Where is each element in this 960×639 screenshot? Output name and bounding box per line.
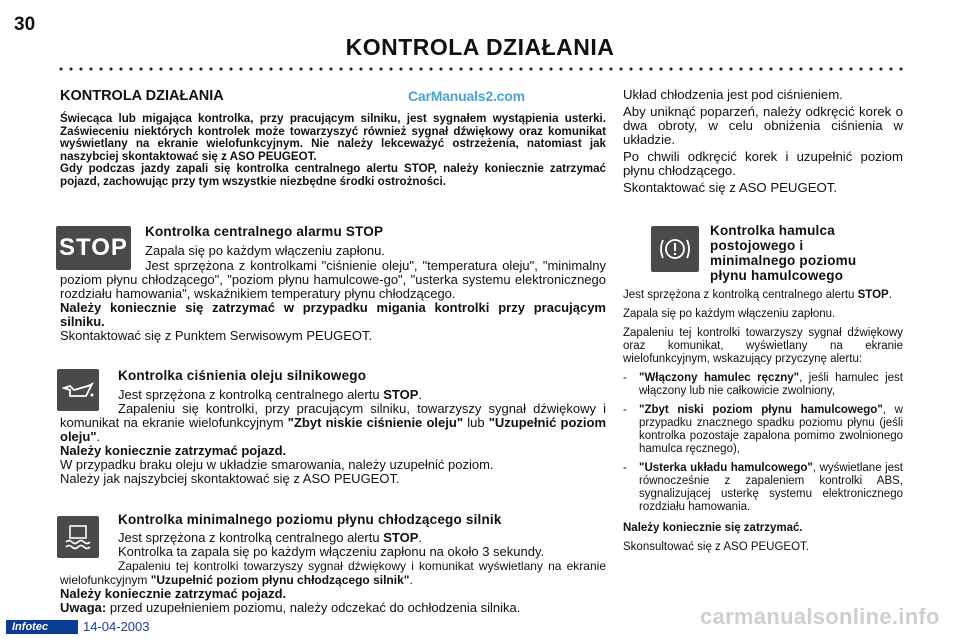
oil-line-1: Jest sprzężona z kontrolką centralnego alertu STOP. [118,387,422,402]
brake-title: Kontrolka hamulca postojowego i minimalnego poziomu płynu hamulcowego [710,223,857,283]
brake-contact: Skonsultować się z ASO PEUGEOT. [623,541,809,553]
right-paragraph-2: Aby uniknąć poparzeń, należy odkręcić korek o dwa obroty, w celu obniżenia ciśnienia w układzie. [623,104,903,147]
section-title: KONTROLA DZIAŁANIA [60,88,224,104]
intro-paragraph-2: Gdy podczas jazdy zapali się kontrolka centralnego alertu STOP, należy koniecznie zatrzymać pojazd, zachowując przy tym wszystkie niezbędne środki ostrożności. [60,162,606,188]
oil-line-4: Należy jak najszybciej skontaktować się z ASO PEUGEOT. [60,471,400,486]
right-paragraph-1: Układ chłodzenia jest pod ciśnieniem. [623,87,843,102]
coolant-continued [623,88,903,198]
brake-paragraph-3: Zapaleniu tej kontrolki towarzyszy sygnał dźwiękowy oraz komunikat, wyświetlany na ekranie wielofunkcyjnym, wskazujący przyczynę alertu: [623,327,903,365]
brake-warning-icon [651,226,699,272]
coolant-line-3: Zapaleniu tej kontrolki towarzyszy sygnał dźwiękowy i komunikat wyświetlany na ekranie wielofunkcyjnym "Uzupełnić poziom płynu chłodzącego silnik". [60,559,606,587]
infotec-badge: Infotec [6,620,78,634]
oil-title: Kontrolka ciśnienia oleju silnikowego [118,368,367,383]
oil-line-3: W przypadku braku oleju w układzie smarowania, należy uzupełnić poziom. [60,457,494,472]
brake-warning: Należy koniecznie się zatrzymać. [623,522,803,534]
watermark-logo: CarManuals2.com [408,88,525,104]
stop-block [60,259,606,343]
intro-text [60,113,606,189]
coolant-title: Kontrolka minimalnego poziomu płynu chłodzącego silnik [118,512,502,527]
oil-warning: Należy koniecznie zatrzymać pojazd. [60,443,287,458]
brake-list-item-3: - "Usterka układu hamulcowego", wyświetlane jest równocześnie z zapaleniem kontrolki ABS, sygnalizującej usterkę systemu elektronicznego rozdziału hamowania. [623,462,903,513]
brake-paragraph-2: Zapala się po każdym włączeniu zapłonu. [623,308,836,320]
coolant-line-4: Uwaga: przed uzupełnieniem poziomu, należy odczekać do ochłodzenia silnika. [60,600,521,615]
right-paragraph-4: Skontaktować się z ASO PEUGEOT. [623,180,838,195]
coolant-block [60,531,606,615]
brake-list-item-2: - "Zbyt niski poziom płynu hamulcowego", w przypadku znacznego spadku poziomu płynu (jeśli kontrolka pozostaje zapalona pomimo zwolnionego hamulca ręcznego), [623,404,903,455]
right-paragraph-3: Po chwili odkręcić korek i uzupełnić poziom płynu chłodzącego. [623,149,903,178]
stop-line-1: Zapala się po każdym włączeniu zapłonu. [145,243,385,258]
intro-paragraph-1: Świecąca lub migająca kontrolka, przy pracującym silniku, jest sygnałem wystąpienia usterki. Zaświeceniu niektórych kontrolek może towarzyszyć również sygnał dźwiękowy oraz komunikat wyświetlany na ekranie wielofunkcyjnym. Nie należy lekceważyć ostrzeżenia, natomiast jak naszybciej skontaktować się z ASO PEUGEOT. [60,112,606,163]
brake-glyph [658,234,692,264]
oil-line-2: Zapaleniu się kontrolki, przy pracującym silniku, towarzyszy sygnał dźwiękowy i komunikat na ekranie wielofunkcyjnym "Zbyt niskie ciśnienie oleju" lub "Uzupełnić poziom oleju". [60,401,607,444]
page-title: KONTROLA DZIAŁANIA [345,34,615,60]
stop-icon-label: STOP [59,234,128,261]
stop-contact: Skontaktować się z Punktem Serwisowym PEUGEOT. [60,328,373,343]
dotted-divider [56,66,906,72]
stop-title: Kontrolka centralnego alarmu STOP [145,224,384,239]
coolant-warning: Należy koniecznie zatrzymać pojazd. [60,586,287,601]
page-number: 30 [14,14,36,35]
coolant-line-1: Jest sprzężona z kontrolką centralnego alertu STOP. [118,530,422,545]
coolant-line-2: Kontrolka ta zapala się po każdym włączeniu zapłonu na około 3 sekundy. [118,544,545,559]
footer-date: 14-04-2003 [83,619,150,634]
brake-block [623,289,903,560]
stop-line-2: Jest sprzężona z kontrolkami "ciśnienie oleju", "temperatura oleju", "minimalny poziom płynu chłodzącego", "poziom płynu hamulcowe-go", "usterka systemu elektronicznego rozdziału hamowania", wskaźnikiem temperatury płynu chłodzącego. [60,258,606,301]
footer-website: carmanualsonline.info [700,604,940,629]
stop-warning: Należy koniecznie się zatrzymać w przypadku migania kontrolki przy pracującym silniku. [60,300,606,329]
brake-paragraph-1: Jest sprzężona z kontrolką centralnego alertu STOP. [623,289,892,301]
oil-block [60,388,606,486]
brake-list-item-1: - "Włączony hamulec ręczny", jeśli hamulec jest włączony lub nie całkowicie zwolniony, [623,372,903,397]
